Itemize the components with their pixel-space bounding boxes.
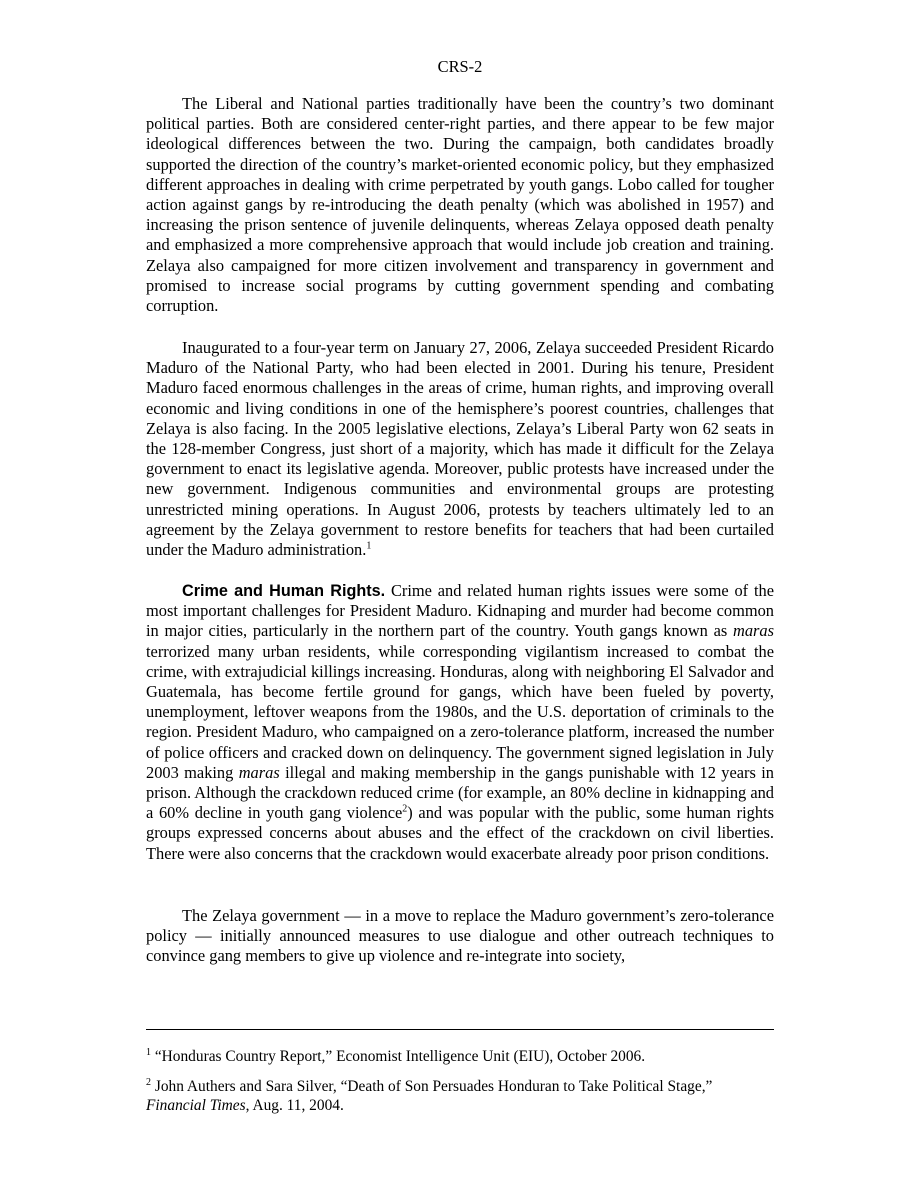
publication-title: Financial Times bbox=[146, 1097, 246, 1114]
paragraph-text: terrorized many urban residents, while corresponding vigilantism increased to combat the crime, with extrajudicial killings increasing. Honduras, along with neighboring El Salvador and Guatemala, has become fertile ground for gangs, which have been fueled by poverty, unemployment, leftover weapons from the 1980s, and the U.S. deportation of criminals to the region. President Maduro, who campaigned on a zero-tolerance platform, increased the number of police officers and cracked down on delinquency. The government signed legislation in July 2003 making bbox=[146, 641, 774, 782]
paragraph-party-politics: The Liberal and National parties traditionally have been the country’s two dominant political parties. Both are considered center-right parties, and there appear to be few major ideological differences between the two. During the campaign, both candidates broadly supported the direction of the country’s market-oriented economic policy, but they emphasized different approaches in dealing with crime perpetrated by youth gangs. Lobo called for tougher action against gangs by re-introducing the death penalty (which was abolished in 1957) and increasing the prison sentence of juvenile delinquents, whereas Zelaya opposed death penalty and emphasized a more comprehensive approach that would include job creation and training. Zelaya also campaigned for more citizen involvement and transparency in government and promised to increase social programs by cutting government spending and combating corruption. bbox=[146, 94, 774, 316]
footnote-text: “Honduras Country Report,” Economist Intelligence Unit (EIU), October 2006. bbox=[151, 1048, 646, 1065]
footnote-number: 1 bbox=[146, 1046, 151, 1058]
paragraph-text: ) and was popular with the public, some human rights groups expressed concerns about abuses and the effect of the crackdown on civil liberties. There were also concerns that the crackdown would exacerbate already poor prison conditions. bbox=[146, 803, 774, 863]
italic-term: maras bbox=[238, 762, 280, 782]
footnote-ref-1: 1 bbox=[366, 540, 372, 552]
footnote-number: 2 bbox=[146, 1076, 151, 1088]
footnote-divider bbox=[146, 1029, 774, 1030]
footnote-ref-2: 2 bbox=[402, 803, 408, 815]
footnote-date: , Aug. 11, 2004. bbox=[245, 1097, 344, 1114]
footnote-1 bbox=[146, 1047, 774, 1066]
footnote-text: John Authers and Sara Silver, “Death of Son Persuades Honduran to Take Political Stage,” bbox=[151, 1078, 713, 1095]
paragraph-crime-human-rights bbox=[146, 581, 774, 864]
paragraph-zelaya-policy: The Zelaya government — in a move to replace the Maduro government’s zero-tolerance policy — initially announced measures to use dialogue and other outreach techniques to convince gang members to give up violence and re-integrate into society, bbox=[146, 906, 774, 966]
page-header: CRS-2 bbox=[437, 57, 483, 76]
italic-term: maras bbox=[733, 621, 774, 641]
section-heading: Crime and Human Rights. bbox=[182, 582, 386, 600]
paragraph-text: Crime and related human rights issues were some of the most important challenges for President Maduro. Kidnaping and murder had become common in major cities, particularly in the northern part of the country. Youth gangs known as bbox=[146, 581, 774, 641]
footnote-2 bbox=[146, 1077, 774, 1115]
paragraph-inauguration bbox=[146, 338, 774, 560]
paragraph-text: illegal and making membership in the gangs punishable with 12 years in prison. Although the crackdown reduced crime (for example, an 80% decline in kidnapping and a 60% decline in youth gang violence bbox=[146, 762, 775, 823]
document-page bbox=[146, 0, 774, 1191]
paragraph-text: Inaugurated to a four-year term on January 27, 2006, Zelaya succeeded President Ricardo Maduro of the National Party, who had been elected in 2001. During his tenure, President Maduro faced enormous challenges in the areas of crime, human rights, and improving overall economic and living conditions in one of the hemisphere’s poorest countries, challenges that Zelaya is also facing. In the 2005 legislative elections, Zelaya’s Liberal Party won 62 seats in the 128-member Congress, just short of a majority, which has made it difficult for the Zelaya government to enact its legislative agenda. Moreover, public protests have increased under the new government. Indigenous communities and environmental groups are protesting unrestricted mining operations. In August 2006, protests by teachers ultimately led to an agreement by the Zelaya government to restore benefits for teachers that had been curtailed under the Maduro administration. bbox=[146, 338, 774, 560]
